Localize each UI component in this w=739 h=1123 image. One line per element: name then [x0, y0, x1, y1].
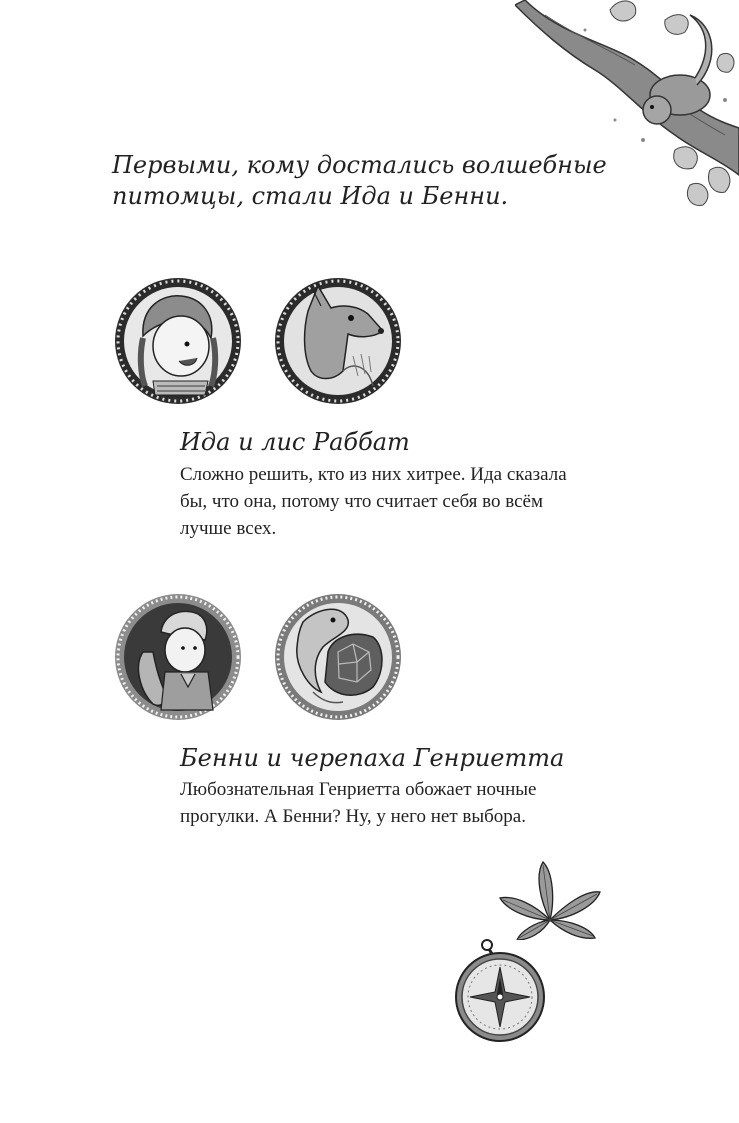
section-line: лучше всех.	[180, 518, 277, 539]
intro-line: питомцы, стали Ида и Бенни.	[112, 182, 509, 210]
section-text-benny	[180, 776, 536, 830]
section-line: бы, что она, потому что считает себя во всём	[180, 491, 543, 512]
compass-icon	[445, 935, 555, 1045]
section-text-ida	[180, 461, 567, 542]
section-heading-benny: Бенни и черепаха Генриетта	[180, 744, 565, 772]
turtle-portrait-icon	[273, 592, 403, 722]
chestnut-leaf-icon	[495, 860, 605, 940]
intro-text	[112, 150, 612, 212]
girl-portrait-icon	[113, 276, 243, 406]
boy-portrait-icon	[113, 592, 243, 722]
section-line: Сложно решить, кто из них хитрее. Ида сказала	[180, 464, 567, 485]
section-line: прогулки. А Бенни? Ну, у него нет выбора.	[180, 806, 526, 827]
intro-line: Первыми, кому достались волшебные	[112, 151, 607, 179]
section-line: Любознательная Генриетта обожает ночные	[180, 779, 537, 800]
fox-portrait-icon	[273, 276, 403, 406]
section-heading-ida: Ида и лис Раббат	[180, 428, 410, 456]
